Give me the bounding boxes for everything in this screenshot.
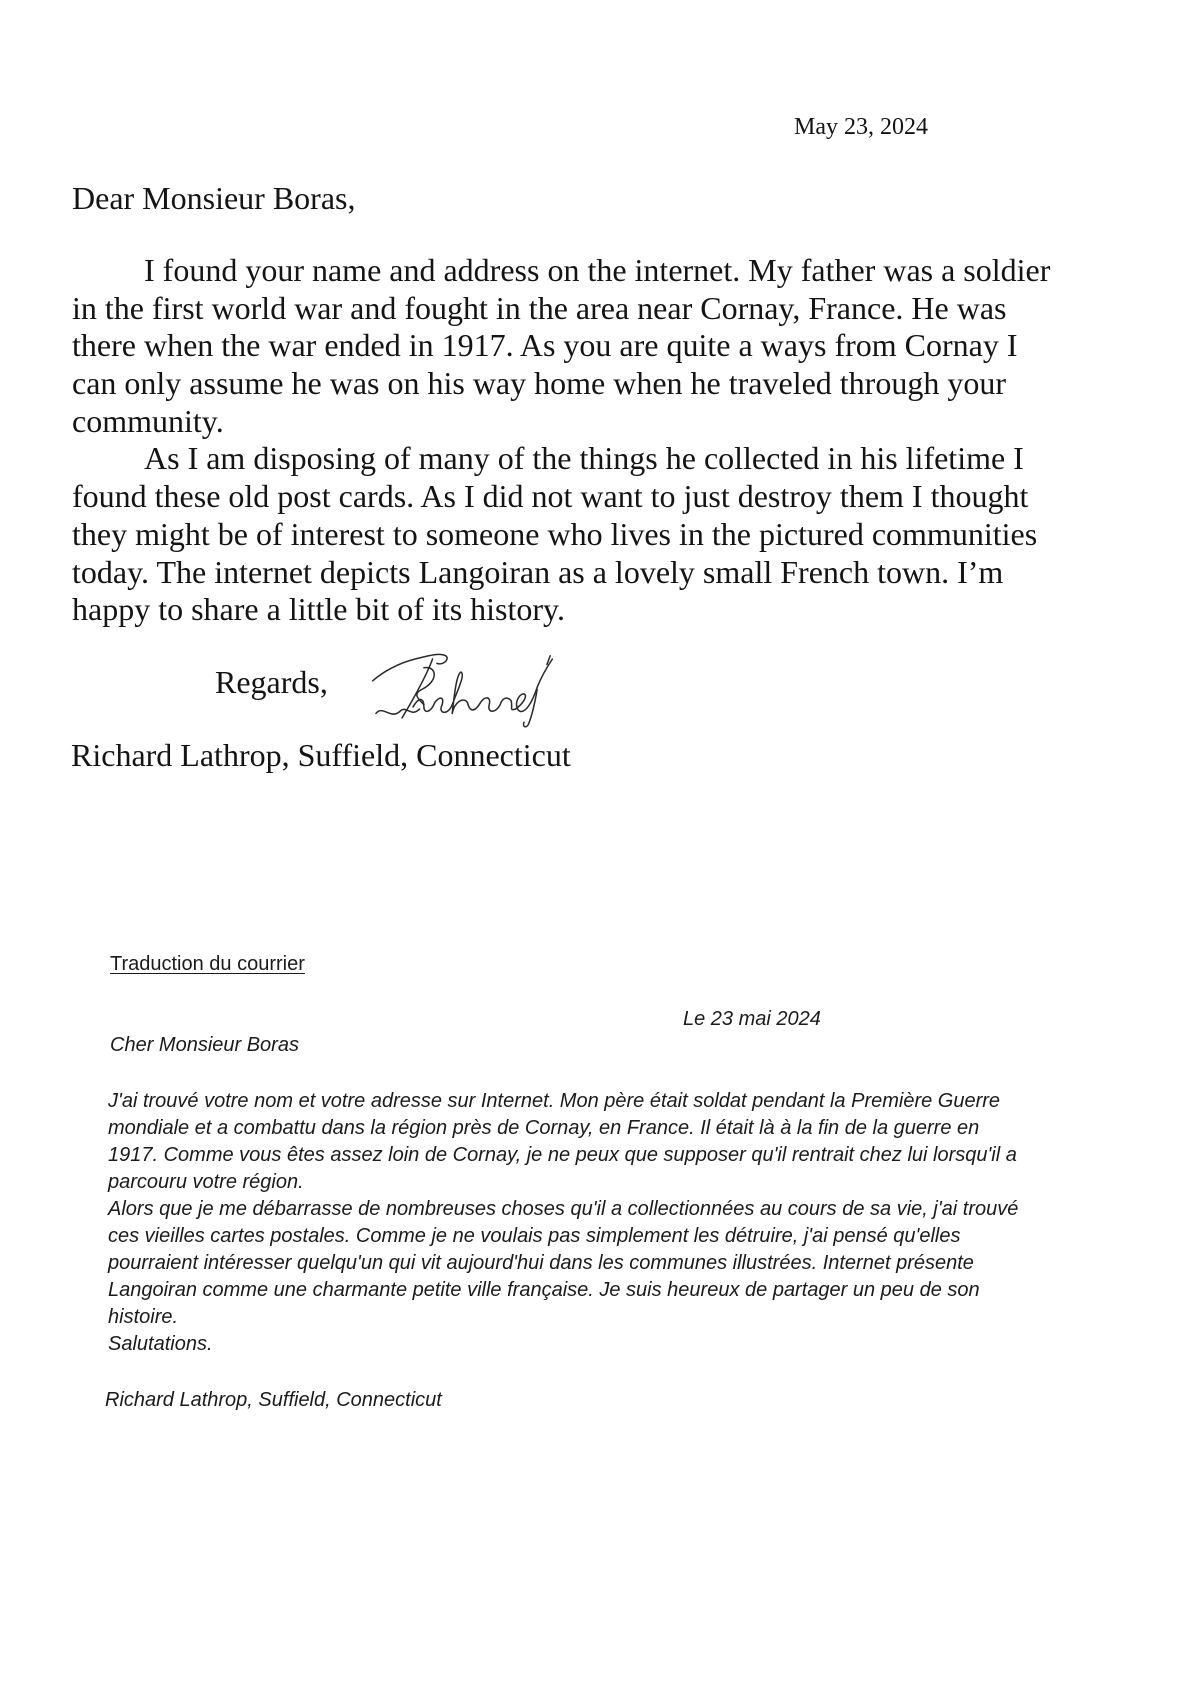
body-line: they might be of interest to someone who lives in the pictured communities: [72, 515, 1038, 552]
translation-line: pourraient intéresser quelqu'un qui vit aujourd'hui dans les communes illustrées. Internet présente: [108, 1252, 974, 1275]
translation-line: J'ai trouvé votre nom et votre adresse sur Internet. Mon père était soldat pendant la Première Guerre: [108, 1090, 1001, 1112]
translation-line: parcouru votre région.: [108, 1171, 304, 1194]
body-line: As I am disposing of many of the things he collected in his lifetime I: [144, 440, 1024, 477]
signature-drawing: [364, 647, 560, 732]
body-line: I found your name and address on the internet. My father was a soldier: [144, 252, 1051, 288]
translation-signoff: Richard Lathrop, Suffield, Connecticut: [105, 1389, 442, 1411]
translation-body: [108, 1088, 1018, 1358]
translation-line: histoire.: [108, 1306, 179, 1329]
translation-line: Alors que je me débarrasse de nombreuses choses qu'il a collectionnées au cours de sa vie, j'ai trouvé: [108, 1198, 1019, 1221]
translation-salutation: Cher Monsieur Boras: [110, 1034, 299, 1056]
handwritten-signature: [364, 647, 560, 732]
translation-line: 1917. Comme vous êtes assez loin de Cornay, je ne peux que supposer qu'il rentrait chez lui lorsqu'il a: [108, 1144, 1017, 1167]
paragraph: [72, 252, 1050, 440]
body-line: today. The internet depicts Langoiran as a lovely small French town. I’m: [72, 553, 1004, 590]
translation-date: Le 23 mai 2024: [683, 1008, 821, 1030]
signature-stroke: [376, 709, 420, 714]
letter-body: [72, 252, 1050, 629]
body-line: in the first world war and fought in the area near Cornay, France. He was: [72, 289, 1007, 326]
translation-line: ces vieilles cartes postales. Comme je ne voulais pas simplement les détruire, j'ai pensé qu'elles: [108, 1225, 961, 1248]
body-line: there when the war ended in 1917. As you are quite a ways from Cornay I: [72, 327, 1018, 364]
signature-stroke: [413, 672, 515, 713]
translation-line: mondiale et a combattu dans la région près de Cornay, en France. Il était là à la fin de la guerre en: [108, 1117, 980, 1140]
translation-line: Salutations.: [108, 1333, 213, 1356]
translation-heading: Traduction du courrier: [110, 953, 305, 975]
body-line: community.: [72, 402, 224, 439]
translation-line: Langoiran comme une charmante petite ville française. Je suis heureux de partager un peu de son: [108, 1279, 980, 1302]
paragraph: [72, 440, 1050, 628]
letter-signoff: Richard Lathrop, Suffield, Connecticut: [71, 737, 571, 773]
body-line: happy to share a little bit of its history.: [72, 591, 565, 628]
letter-date: May 23, 2024: [794, 114, 928, 140]
body-line: can only assume he was on his way home when he traveled through your: [72, 365, 1006, 402]
letter-closing: Regards,: [215, 664, 328, 700]
letter-salutation: Dear Monsieur Boras,: [72, 180, 356, 216]
signature-stroke: [373, 654, 447, 680]
body-line: found these old post cards. As I did not want to just destroy them I thought: [72, 478, 1029, 515]
